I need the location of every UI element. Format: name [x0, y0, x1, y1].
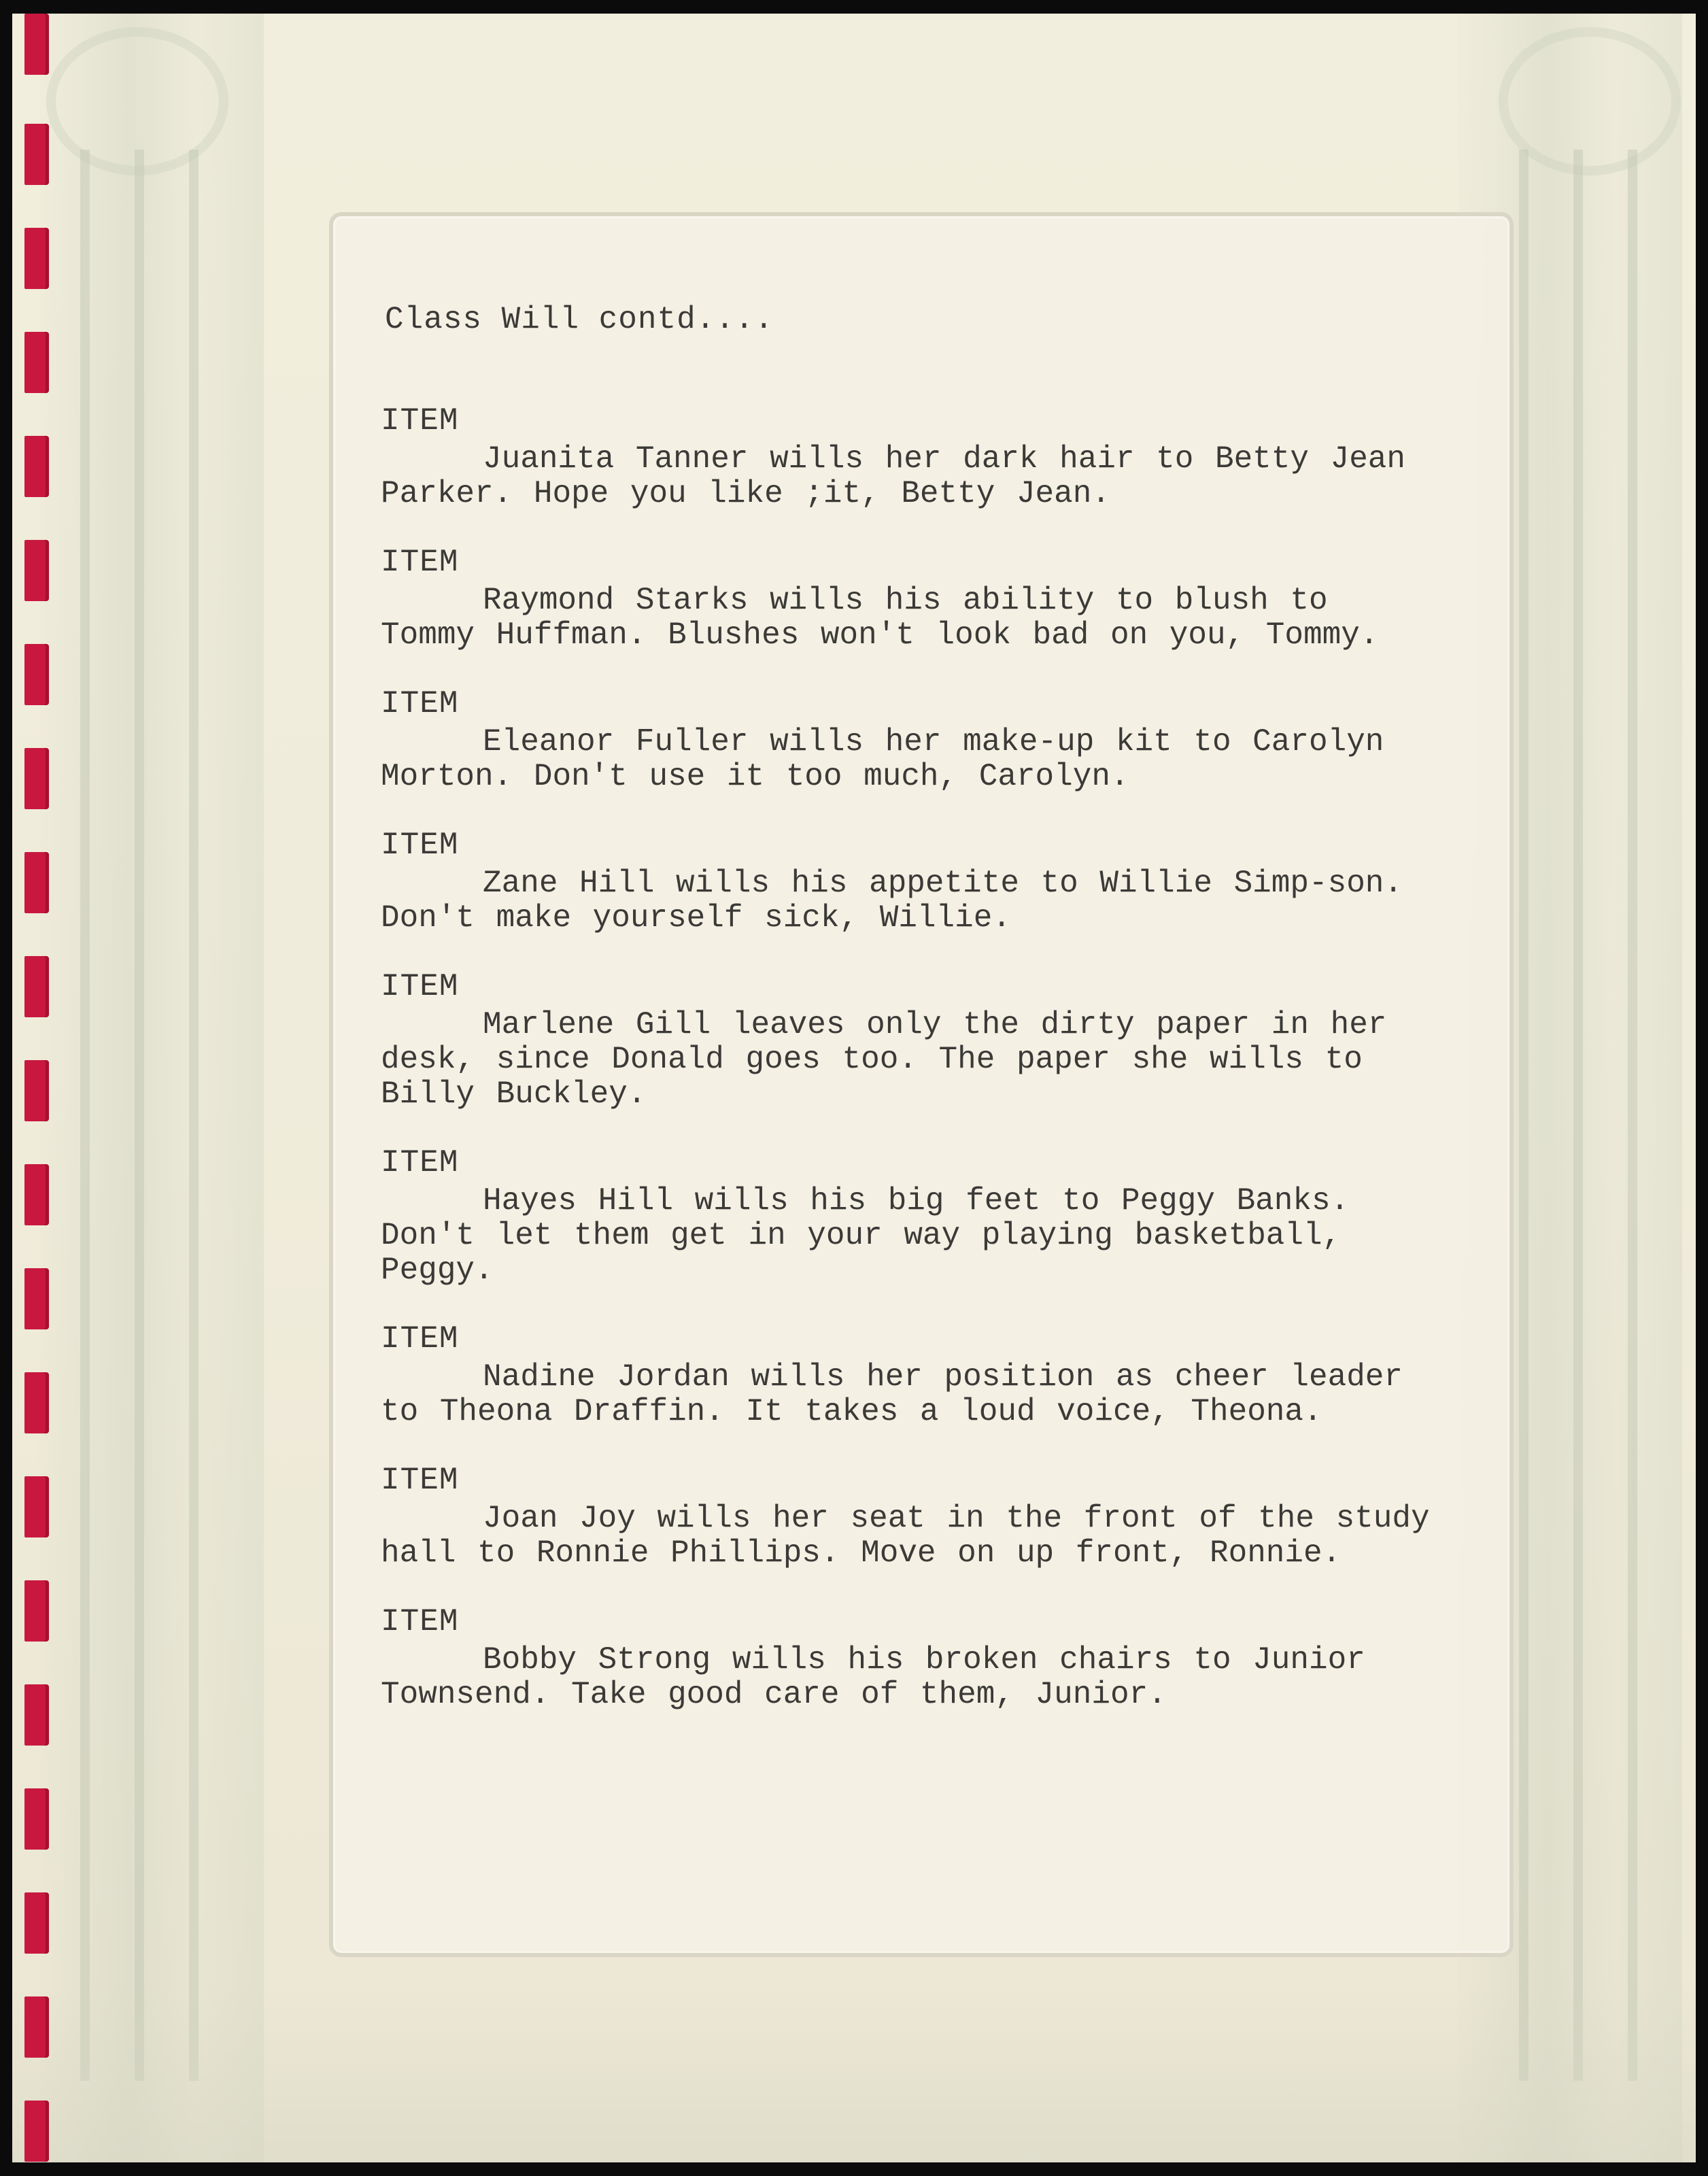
- binding-ring: [24, 228, 49, 289]
- item-label: ITEM: [381, 1604, 459, 1639]
- binding-ring: [24, 1164, 49, 1225]
- item-text: Marlene Gill leaves only the dirty paper in her desk, since Donald goes too. The paper she wills to Billy Buckley.: [381, 1007, 1387, 1112]
- column-flute: [189, 150, 199, 2081]
- item-text: Joan Joy wills her seat in the front of the study hall to Ronnie Phillips. Move on up front, Ronnie.: [381, 1501, 1430, 1571]
- binding-ring: [24, 1580, 49, 1642]
- will-item: [381, 1463, 1441, 1571]
- binding-ring: [24, 644, 49, 705]
- binding-ring: [24, 1996, 49, 2058]
- item-text: Juanita Tanner wills her dark hair to Betty Jean Parker. Hope you like ;it, Betty Jean.: [381, 441, 1406, 511]
- column-flute: [80, 150, 90, 2081]
- will-item: [381, 1605, 1441, 1712]
- item-label: ITEM: [381, 686, 459, 721]
- binding-ring: [24, 1372, 49, 1433]
- class-will-text: [381, 303, 1441, 1746]
- left-column-decoration: [39, 14, 264, 2162]
- will-item: [381, 1146, 1441, 1288]
- column-flute: [1573, 150, 1583, 2081]
- page-base-decoration: [12, 1986, 1696, 2162]
- column-flute: [1519, 150, 1528, 2081]
- binding-ring: [24, 1268, 49, 1329]
- binding-ring: [24, 956, 49, 1017]
- column-flute: [1628, 150, 1637, 2081]
- binding-ring: [24, 2101, 49, 2162]
- binding-ring: [24, 1684, 49, 1746]
- item-text: Hayes Hill wills his big feet to Peggy Banks. Don't let them get in your way playing basketball, Peggy.: [381, 1183, 1350, 1288]
- item-text: Bobby Strong wills his broken chairs to Junior Townsend. Take good care of them, Junior.: [381, 1642, 1365, 1712]
- binding-ring: [24, 540, 49, 601]
- will-item: [381, 545, 1441, 653]
- binding-ring: [24, 14, 49, 75]
- item-label: ITEM: [381, 969, 459, 1004]
- item-text: Eleanor Fuller wills her make-up kit to Carolyn Morton. Don't use it too much, Carolyn.: [381, 724, 1384, 794]
- binding-ring: [24, 1060, 49, 1121]
- binding-ring: [24, 1892, 49, 1954]
- item-text: Nadine Jordan wills her position as cheer leader to Theona Draffin. It takes a loud voice, Theona.: [381, 1359, 1403, 1429]
- page-heading: Class Will contd....: [385, 302, 774, 337]
- item-label: ITEM: [381, 403, 459, 439]
- will-item: [381, 404, 1441, 511]
- will-item: [381, 1322, 1441, 1429]
- binding-ring: [24, 436, 49, 497]
- item-text: Zane Hill wills his appetite to Willie Simp-son. Don't make yourself sick, Willie.: [381, 866, 1403, 936]
- binding-ring: [24, 1476, 49, 1537]
- item-text: Raymond Starks wills his ability to blush to Tommy Huffman. Blushes won't look bad on you, Tommy.: [381, 583, 1379, 653]
- item-label: ITEM: [381, 1145, 459, 1180]
- item-label: ITEM: [381, 828, 459, 863]
- item-label: ITEM: [381, 1463, 459, 1498]
- binding-ring: [24, 332, 49, 393]
- binding-ring: [24, 852, 49, 913]
- column-flute: [135, 150, 144, 2081]
- will-item: [381, 687, 1441, 794]
- will-item: [381, 828, 1441, 936]
- item-label: ITEM: [381, 1321, 459, 1357]
- item-label: ITEM: [381, 545, 459, 580]
- binding-ring: [24, 1788, 49, 1850]
- will-item: [381, 970, 1441, 1112]
- binding-ring: [24, 124, 49, 185]
- binding-ring: [24, 748, 49, 809]
